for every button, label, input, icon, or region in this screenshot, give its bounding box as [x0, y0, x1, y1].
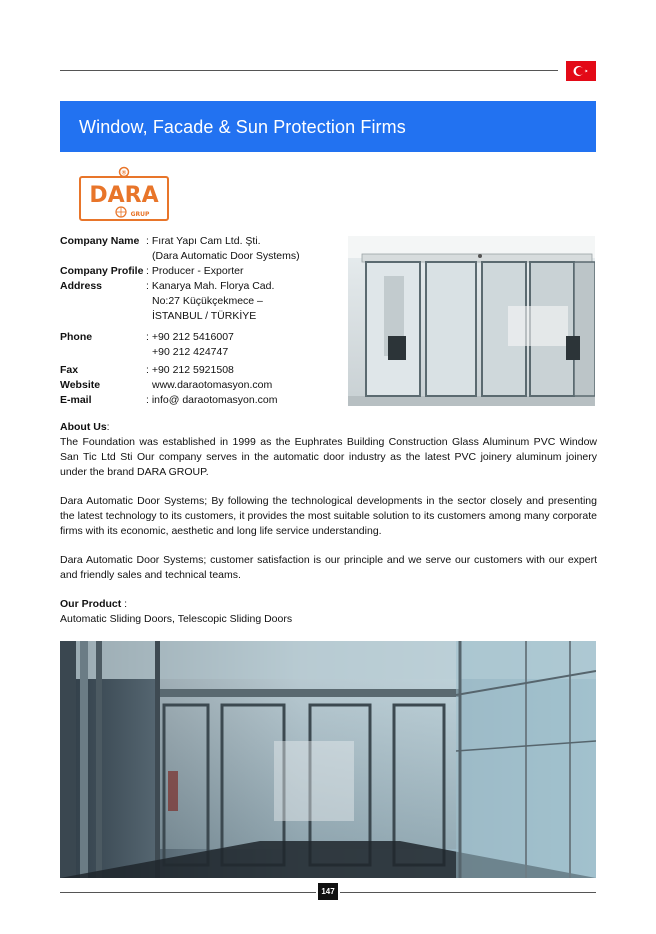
company-name-value-2: (Dara Automatic Door Systems)	[152, 250, 300, 262]
address-line-2: No:27 Küçükçekmece –	[152, 295, 263, 307]
spacer	[60, 309, 146, 324]
about-heading-row	[60, 420, 597, 435]
dara-grup-logo-icon	[78, 166, 170, 222]
email-link[interactable]: : info@ daraotomasyon.com	[146, 394, 278, 406]
page-number: 147	[318, 883, 338, 900]
phone-row-2	[60, 345, 340, 360]
website-label: Website	[60, 379, 101, 391]
company-name-row	[60, 234, 340, 249]
svg-text:®: ®	[121, 170, 127, 177]
sliding-door-entrance-photo	[60, 641, 596, 878]
automatic-door-photo	[348, 236, 595, 406]
product-heading-row	[60, 597, 597, 612]
product-heading: Our Product	[60, 598, 122, 610]
about-paragraph-3: Dara Automatic Door Systems; customer satisfaction is our principle and we serve our customers with our expert and friendly sales and technical teams.	[60, 554, 597, 581]
about-heading-colon: :	[106, 421, 110, 433]
spacer	[60, 249, 146, 264]
company-name-value: : Fırat Yapı Cam Ltd. Şti.	[146, 235, 261, 247]
email-label: E-mail	[60, 394, 92, 406]
company-profile-label: Company Profile	[60, 265, 144, 277]
company-profile-row	[60, 264, 340, 279]
spacer	[60, 345, 146, 360]
about-paragraph-2: Dara Automatic Door Systems; By following the technological developments in the sector closely and presenting the latest technology to its customers, it provides the most suitable solution to its customers among many corporate firms with its economic, aesthetic and long life service understanding.	[60, 495, 597, 537]
about-paragraph-1: The Foundation was established in 1999 as the Euphrates Building Construction Glass Aluminum PVC Window San Tic Ltd Sti Our company serves in the automatic door industry as the latest PVC joinery aluminum joinery under the brand DARA GROUP.	[60, 436, 597, 478]
bottom-rule-left	[60, 892, 316, 893]
company-name-label: Company Name	[60, 235, 140, 247]
company-info	[60, 234, 340, 408]
company-name-row-2	[60, 249, 340, 264]
address-line-1: : Kanarya Mah. Florya Cad.	[146, 280, 275, 292]
section-title: Window, Facade & Sun Protection Firms	[79, 117, 406, 137]
bottom-rule-right	[340, 892, 596, 893]
website-link[interactable]: www.daraotomasyon.com	[152, 379, 273, 391]
logo-text: DARA	[89, 183, 159, 208]
phone-row	[60, 330, 340, 345]
phone-value-1: : +90 212 5416007	[146, 331, 234, 343]
about-heading: About Us	[60, 421, 107, 433]
product-text: Automatic Sliding Doors, Telescopic Sliding Doors	[60, 613, 293, 625]
spacer	[60, 294, 146, 309]
logo-subtext: GRUP	[130, 211, 150, 218]
address-label: Address	[60, 280, 103, 292]
fax-value: : +90 212 5921508	[146, 364, 234, 376]
section-banner	[60, 101, 596, 152]
address-line-3: İSTANBUL / TÜRKİYE	[152, 310, 257, 322]
product-heading-colon: :	[121, 598, 128, 610]
turkey-flag-icon	[566, 61, 596, 81]
address-row-3	[60, 309, 340, 324]
email-row	[60, 393, 340, 408]
address-row-2	[60, 294, 340, 309]
fax-label: Fax	[60, 364, 79, 376]
top-rule	[60, 70, 558, 71]
fax-row	[60, 363, 340, 378]
about-section	[60, 420, 597, 627]
company-profile-value: : Producer - Exporter	[146, 265, 244, 277]
address-row	[60, 279, 340, 294]
website-row	[60, 378, 340, 393]
phone-label: Phone	[60, 331, 93, 343]
phone-value-2: +90 212 424747	[152, 346, 229, 358]
